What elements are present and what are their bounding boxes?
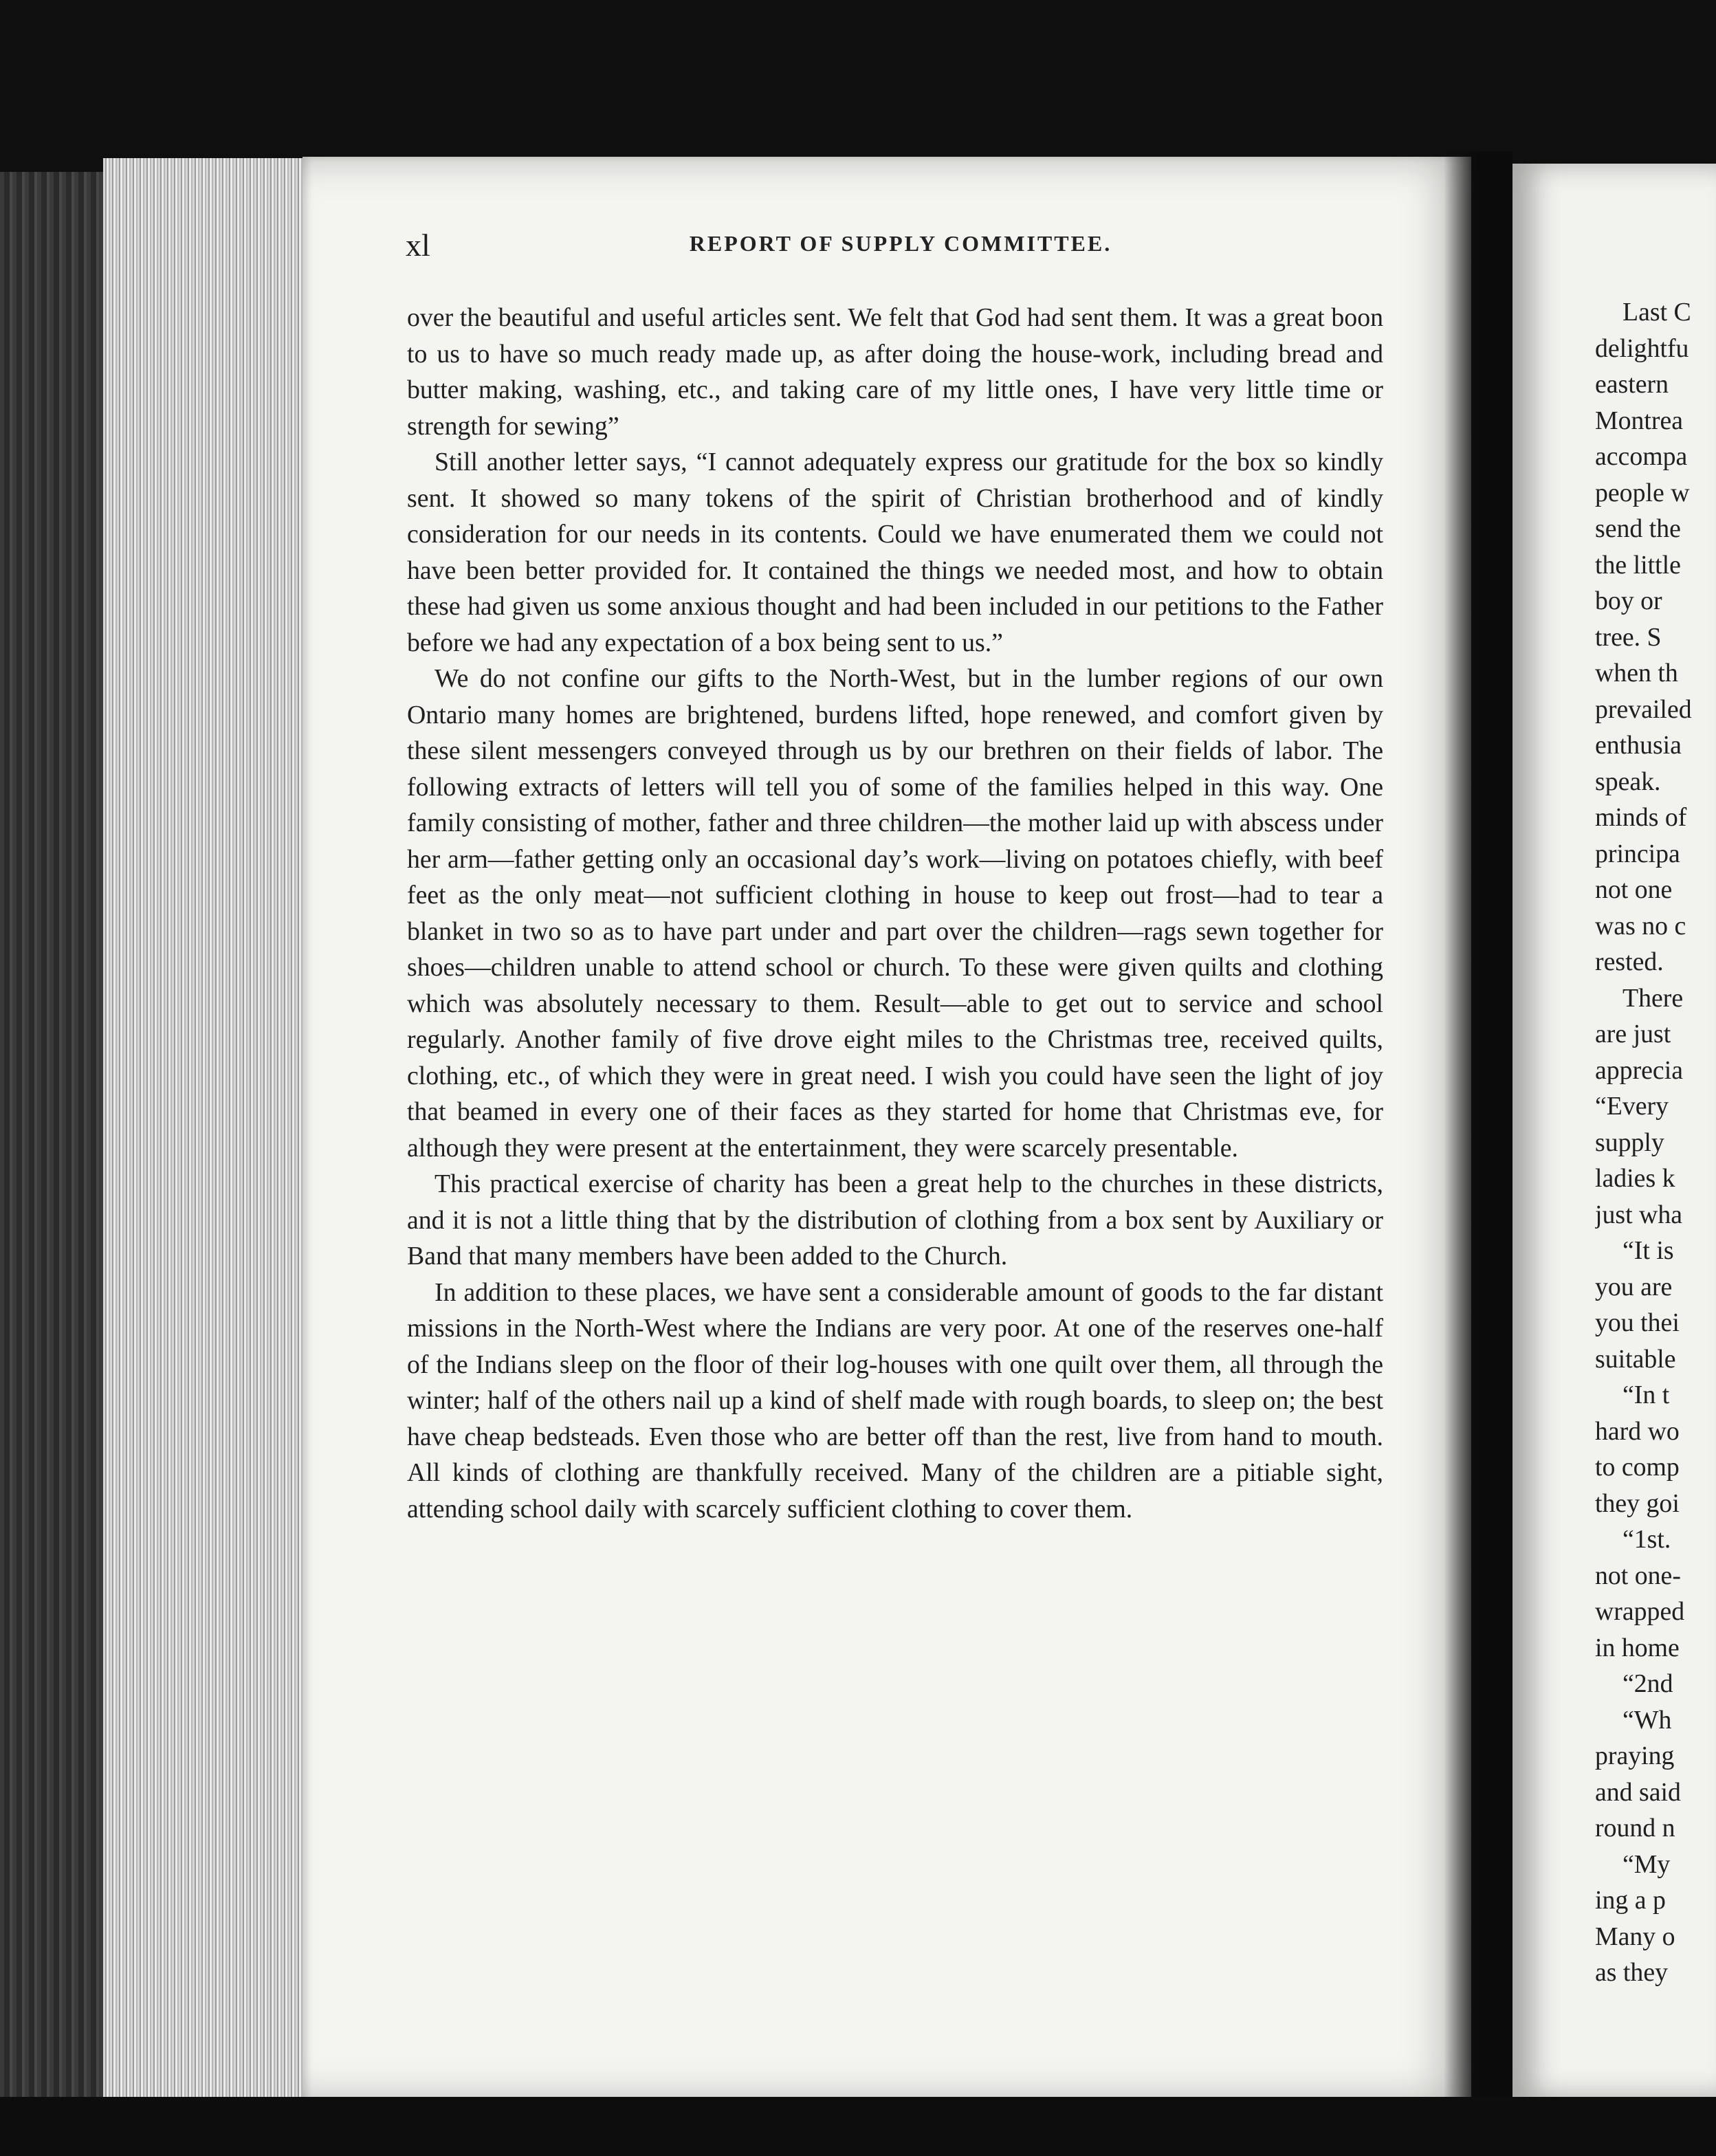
text-line: and said bbox=[1595, 1777, 1681, 1807]
right-page-body bbox=[1595, 294, 1716, 1991]
text-line: prevailed bbox=[1595, 694, 1692, 724]
text-line: hard wo bbox=[1595, 1416, 1680, 1446]
text-line: the little bbox=[1595, 550, 1681, 580]
text-line: Last C bbox=[1622, 298, 1691, 327]
text-line: enthusia bbox=[1595, 731, 1682, 760]
text-line: was no c bbox=[1595, 911, 1686, 940]
text-line: “Every bbox=[1595, 1092, 1669, 1121]
text-line: supply bbox=[1595, 1128, 1664, 1157]
text-line: minds of bbox=[1595, 803, 1687, 832]
paragraph: In addition to these places, we have sent a considerable amount of goods to the far distant missions in the North-West where the Indians are very poor. At one of the reserves one-half of the Indians sleep on the floor of their log-houses with one quilt over them, all through the winter; half of the others nail up a kind of shelf made with rough boards, to sleep on; the best have cheap bedsteads. Even those who are better off than the rest, live from hand to mouth. All kinds of clothing are thankfully received. Many of the children are a pitiable sight, attending school daily with scarcely sufficient clothing to cover them. bbox=[407, 1277, 1383, 1524]
text-line: to comp bbox=[1595, 1453, 1680, 1482]
text-line: not one bbox=[1595, 875, 1673, 904]
text-line: Montrea bbox=[1595, 406, 1684, 435]
text-line: people w bbox=[1595, 478, 1690, 507]
text-line: “My bbox=[1622, 1849, 1671, 1879]
text-line: apprecia bbox=[1595, 1055, 1683, 1085]
running-head: REPORT OF SUPPLY COMMITTEE. bbox=[689, 231, 1112, 256]
text-line: rested. bbox=[1595, 947, 1664, 976]
text-line: in home bbox=[1595, 1633, 1680, 1662]
text-line: are just bbox=[1595, 1020, 1671, 1048]
text-line: suitable bbox=[1595, 1344, 1676, 1374]
text-line: boy or bbox=[1595, 586, 1662, 615]
background-bottom bbox=[0, 2097, 1716, 2156]
text-line: Many o bbox=[1595, 1922, 1675, 1951]
text-line: praying bbox=[1595, 1741, 1675, 1770]
text-line: There bbox=[1622, 983, 1684, 1013]
book-gutter bbox=[1444, 151, 1512, 2111]
text-line: send the bbox=[1595, 514, 1681, 543]
text-line: ing a p bbox=[1595, 1886, 1666, 1915]
left-page-body bbox=[407, 300, 1383, 1527]
text-line: accompa bbox=[1595, 442, 1688, 471]
paragraph: over the beautiful and useful articles sent. We felt that God had sent them. It was a great boon to us to have so much ready made up, as after doing the house-work, including bread and butter making, washing, etc., and taking care of my little ones, I have very little time or strength for sewing” bbox=[407, 303, 1383, 441]
text-line: round n bbox=[1595, 1814, 1675, 1842]
text-line: “Wh bbox=[1622, 1705, 1672, 1735]
text-line: you are bbox=[1595, 1272, 1673, 1301]
text-line: principa bbox=[1595, 839, 1680, 868]
text-line: speak. bbox=[1595, 767, 1661, 796]
text-line: “1st. bbox=[1622, 1525, 1671, 1554]
paragraph: We do not confine our gifts to the North-West, but in the lumber regions of our own Ontario many homes are brightened, burdens lifted, hope renewed, and comfort given by these silent messengers conveyed through us by our brethren on their fields of labor. The following extracts of letters will tell you of some of the families helped in this way. One family consisting of mother, father and three children—the mother laid up with abscess under her arm—father getting only an occasional day’s work—living on potatoes chiefly, with beef feet as the only meat—not sufficient clothing in house to keep out frost—had to tear a blanket in two so as to have part under and part over the children—rags sewn together for shoes—children unable to attend school or church. To these were given quilts and clothing which was absolutely necessary to them. Result—able to get out to service and school regularly. Another family of five drove eight miles to the Christmas tree, received quilts, clothing, etc., of which they were in great need. I wish you could have seen the light of joy that beamed in every one of their faces as they started for home that Christmas eve, for although they were present at the entertainment, they were scarcely presentable. bbox=[407, 664, 1383, 1163]
book-spine bbox=[0, 172, 103, 2097]
text-line: ladies k bbox=[1595, 1164, 1675, 1193]
text-line: not one- bbox=[1595, 1561, 1681, 1590]
page-edges bbox=[103, 158, 309, 2104]
text-line: “2nd bbox=[1622, 1669, 1673, 1698]
background-top bbox=[0, 0, 1716, 172]
text-line: they goi bbox=[1595, 1488, 1680, 1518]
text-line: tree. S bbox=[1595, 622, 1662, 652]
text-line: as they bbox=[1595, 1958, 1669, 1987]
text-line: just wha bbox=[1595, 1200, 1683, 1229]
text-line: wrapped bbox=[1595, 1597, 1685, 1626]
text-line: “In t bbox=[1622, 1380, 1670, 1409]
text-line: “It is bbox=[1622, 1236, 1674, 1265]
page-number: xl bbox=[406, 228, 430, 263]
text-line: delightfu bbox=[1595, 333, 1689, 363]
paragraph: Still another letter says, “I cannot adequately express our gratitude for the box so kindly sent. It showed so many tokens of the spirit of Christian brotherhood and of kindly consideration for our needs in its contents. Could we have enumerated them we could not have been better provided for. It contained the things we needed most, and how to obtain these had given us some anxious thought and had been included in our petitions to the Father before we had any expectation of a box being sent to us.” bbox=[407, 448, 1383, 657]
text-line: when th bbox=[1595, 659, 1678, 688]
text-line: you thei bbox=[1595, 1308, 1680, 1337]
text-line: eastern bbox=[1595, 370, 1669, 399]
page-header bbox=[406, 227, 1396, 268]
paragraph: This practical exercise of charity has been a great help to the churches in these districts, and it is not a little thing that by the distribution of clothing from a box sent by Auxiliary or Band that many members have been added to the Church. bbox=[407, 1169, 1383, 1270]
